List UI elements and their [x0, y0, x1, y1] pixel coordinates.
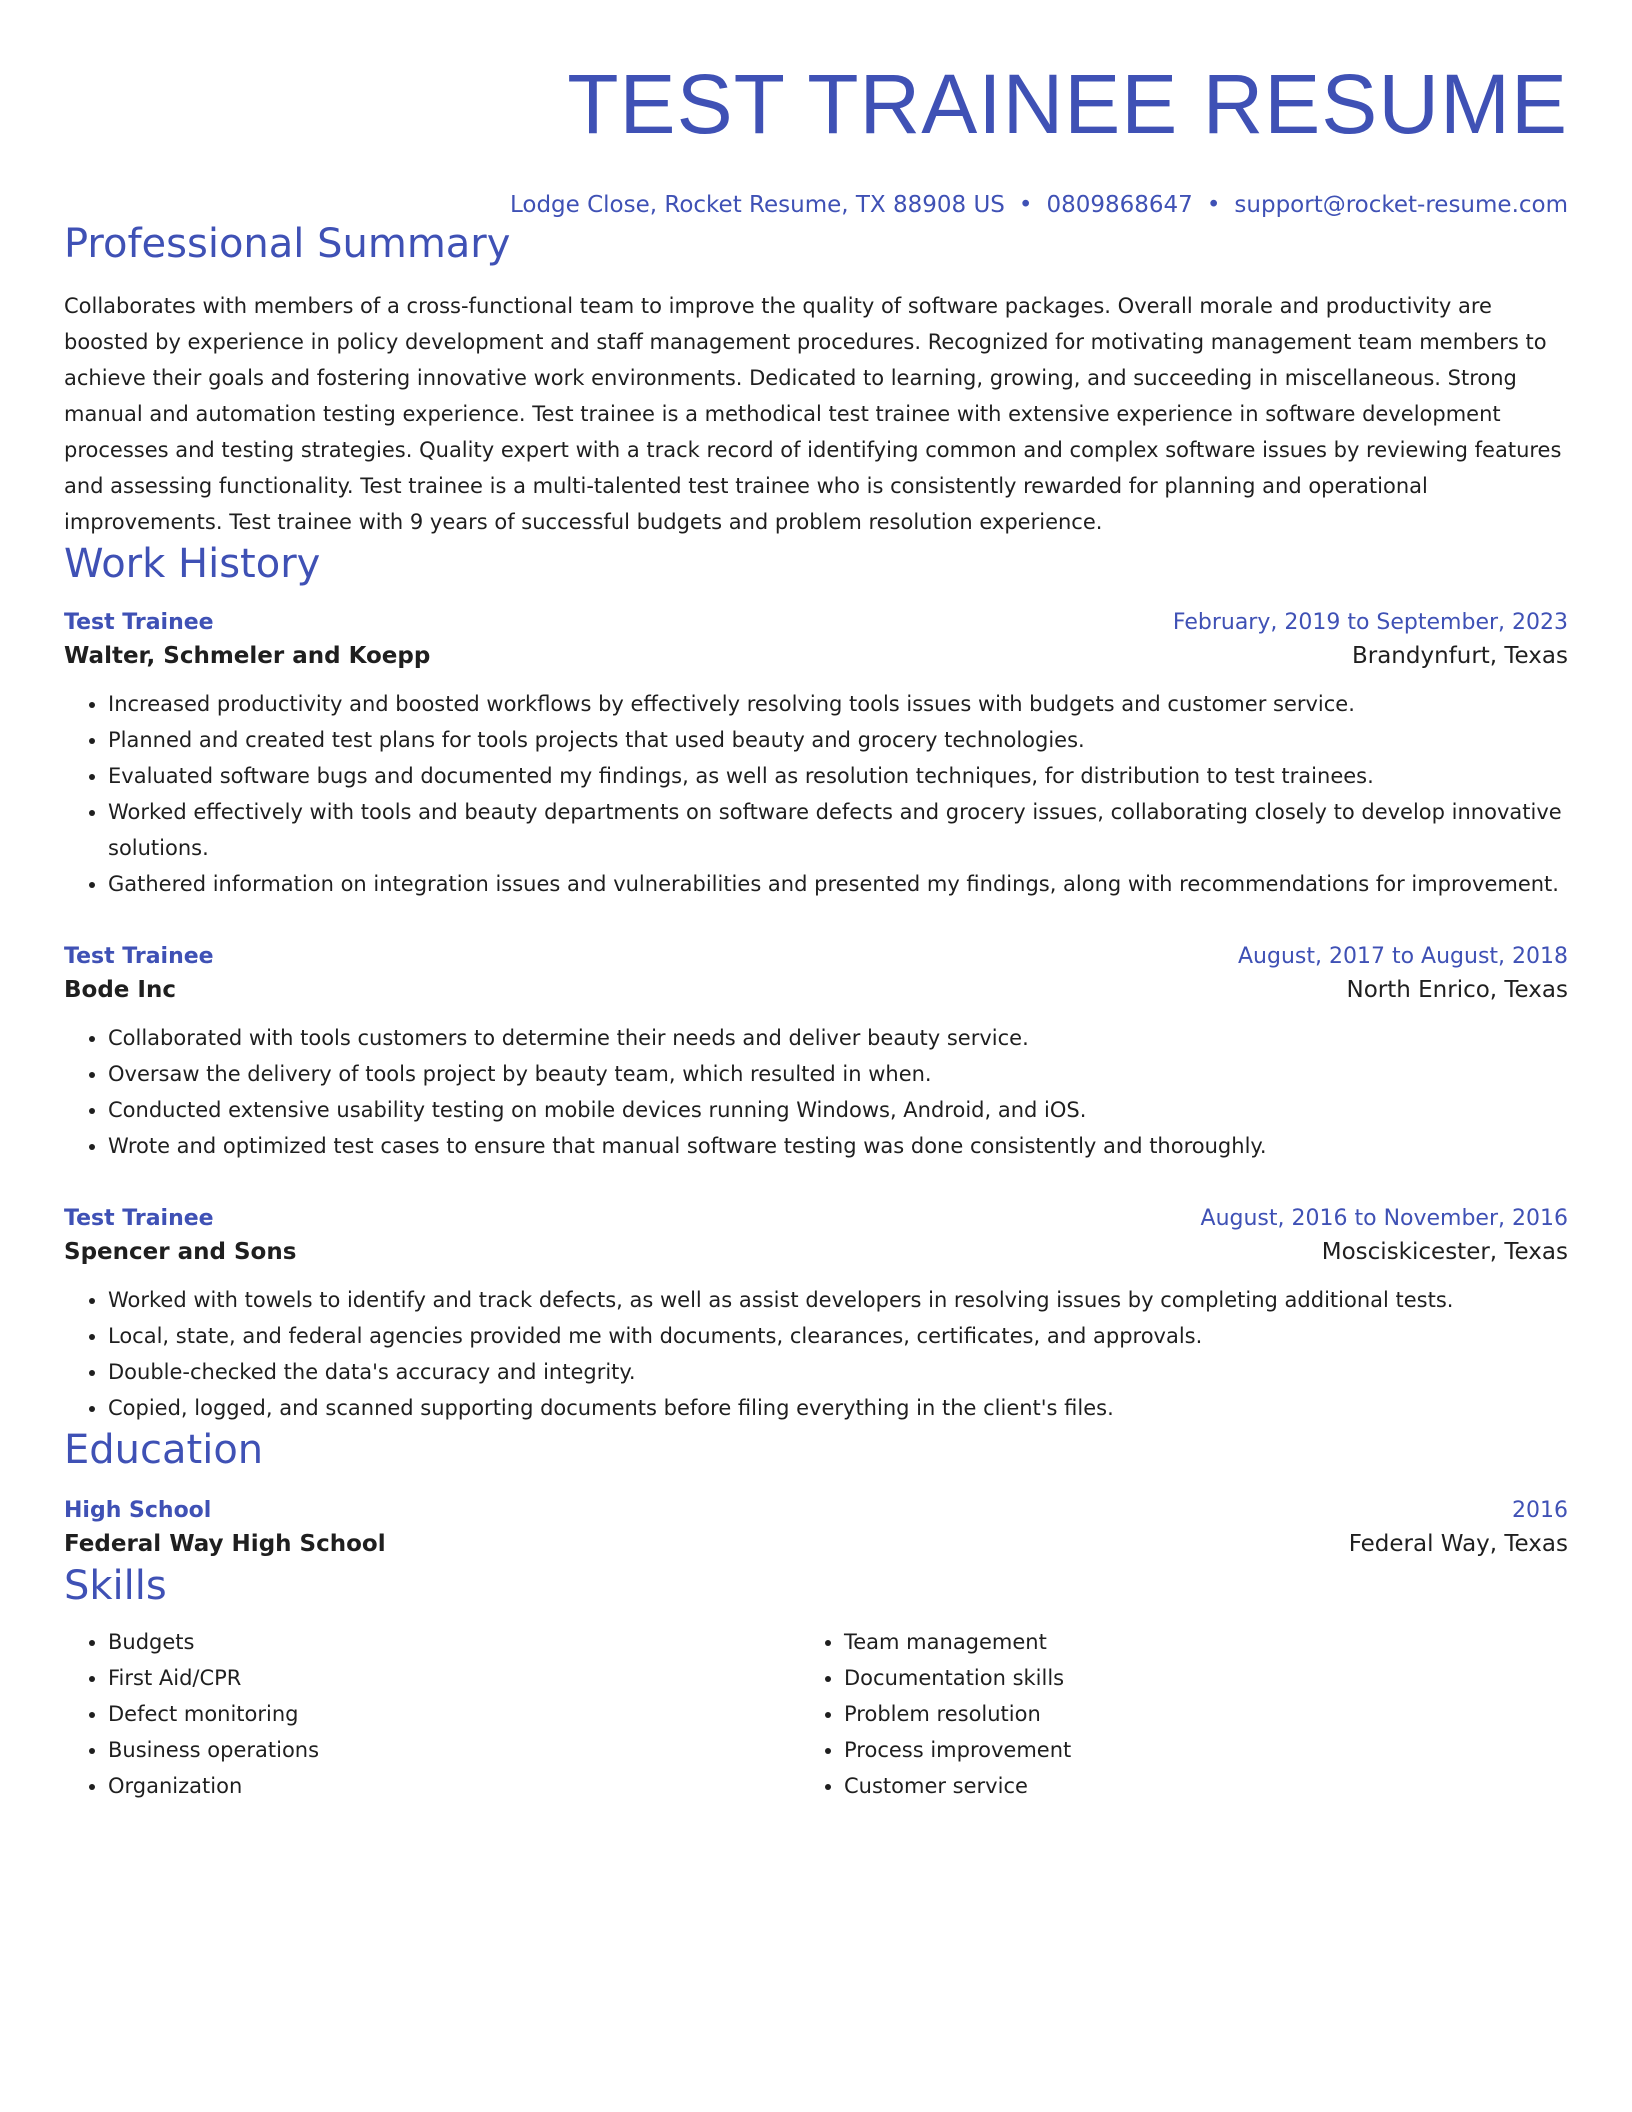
job-bullet: • Copied, logged, and scanned supporting documents before filing everything in the client's files.: [108, 1390, 1568, 1426]
job-bullet: • Evaluated software bugs and documented my findings, as well as resolution techniques, for distribution to test trainees.: [108, 758, 1568, 794]
skill-item: • Organization: [108, 1768, 800, 1804]
job-bullets: [64, 1020, 1568, 1164]
job-dates: August, 2017 to August, 2018: [1238, 944, 1568, 969]
education-year: 2016: [1512, 1498, 1568, 1523]
skill-item: • Team management: [844, 1624, 1536, 1660]
work-history-heading: Work History: [64, 541, 321, 587]
job-bullet: • Conducted extensive usability testing on mobile devices running Windows, Android, and iOS.: [108, 1092, 1568, 1128]
contact-separator: •: [1018, 192, 1033, 218]
job-dates: February, 2019 to September, 2023: [1172, 610, 1568, 635]
contact-line: [64, 190, 1568, 220]
job-bullet: • Oversaw the delivery of tools project by beauty team, which resulted in when.: [108, 1056, 1568, 1092]
contact-phone: 0809868647: [1046, 192, 1193, 218]
education-degree: High School: [64, 1498, 212, 1523]
education-heading: Education: [64, 1427, 264, 1473]
skills-list-left: [64, 1624, 800, 1804]
skill-item: • First Aid/CPR: [108, 1660, 800, 1696]
contact-separator: •: [1206, 192, 1221, 218]
job-bullet: • Collaborated with tools customers to determine their needs and deliver beauty service.: [108, 1020, 1568, 1056]
job-bullet: • Double-checked the data's accuracy and integrity.: [108, 1354, 1568, 1390]
job-bullet: • Worked effectively with tools and beauty departments on software defects and grocery issues, collaborating closely to develop innovative solutions.: [108, 794, 1568, 866]
skill-item: • Documentation skills: [844, 1660, 1536, 1696]
job-title: Test Trainee: [64, 1206, 214, 1231]
job-bullets: [64, 686, 1568, 902]
job-bullet: • Wrote and optimized test cases to ensure that manual software testing was done consistently and thoroughly.: [108, 1128, 1568, 1164]
job-title: Test Trainee: [64, 610, 214, 635]
job-location: North Enrico, Texas: [1346, 977, 1568, 1003]
job-bullet: • Increased productivity and boosted workflows by effectively resolving tools issues with budgets and customer service.: [108, 686, 1568, 722]
education-entry: [64, 1496, 1568, 1562]
job-location: Brandynfurt, Texas: [1351, 643, 1568, 669]
skills-heading: Skills: [64, 1563, 167, 1609]
job-bullet: • Local, state, and federal agencies provided me with documents, clearances, certificates, and approvals.: [108, 1318, 1568, 1354]
summary-heading: Professional Summary: [64, 221, 511, 267]
education-school: Federal Way High School: [64, 1531, 386, 1557]
skills-grid: [64, 1624, 1568, 1804]
job-dates: August, 2016 to November, 2016: [1200, 1206, 1568, 1231]
contact-email[interactable]: support@rocket-resume.com: [1234, 192, 1568, 218]
job-entry: [64, 942, 1568, 1164]
job-bullet: • Worked with towels to identify and track defects, as well as assist developers in resolving issues by completing additional tests.: [108, 1282, 1568, 1318]
job-entry: [64, 608, 1568, 902]
skill-item: • Problem resolution: [844, 1696, 1536, 1732]
skill-item: • Process improvement: [844, 1732, 1536, 1768]
job-company: Bode Inc: [64, 977, 176, 1003]
resume-name: TEST TRAINEE RESUME: [567, 57, 1568, 151]
skill-item: • Defect monitoring: [108, 1696, 800, 1732]
education-location: Federal Way, Texas: [1348, 1531, 1568, 1557]
job-bullet: • Planned and created test plans for tools projects that used beauty and grocery technologies.: [108, 722, 1568, 758]
job-location: Mosciskicester, Texas: [1321, 1239, 1568, 1265]
job-title: Test Trainee: [64, 944, 214, 969]
skill-item: • Customer service: [844, 1768, 1536, 1804]
job-bullet: • Gathered information on integration issues and vulnerabilities and presented my findings, along with recommendations for improvement.: [108, 866, 1568, 902]
job-entry: [64, 1204, 1568, 1426]
job-company: Spencer and Sons: [64, 1239, 297, 1265]
contact-address: Lodge Close, Rocket Resume, TX 88908 US: [509, 192, 1005, 218]
job-bullets: [64, 1282, 1568, 1426]
skills-list-right: [800, 1624, 1536, 1804]
skill-item: • Business operations: [108, 1732, 800, 1768]
skill-item: • Budgets: [108, 1624, 800, 1660]
summary-text: Collaborates with members of a cross-functional team to improve the quality of software packages. Overall morale and productivity are boosted by experience in policy development and staff management procedures. Recognized for motivating management team members to achieve their goals and fostering innovative work environments. Dedicated to learning, growing, and succeeding in miscellaneous. Strong manual and automation testing experience. Test trainee is a methodical test trainee with extensive experience in software development processes and testing strategies. Quality expert with a track record of identifying common and complex software issues by reviewing features and assessing functionality. Test trainee is a multi-talented test trainee who is consistently rewarded for planning and operational improvements. Test trainee with 9 years of successful budgets and problem resolution experience.: [64, 294, 1562, 534]
job-company: Walter, Schmeler and Koepp: [64, 643, 431, 669]
